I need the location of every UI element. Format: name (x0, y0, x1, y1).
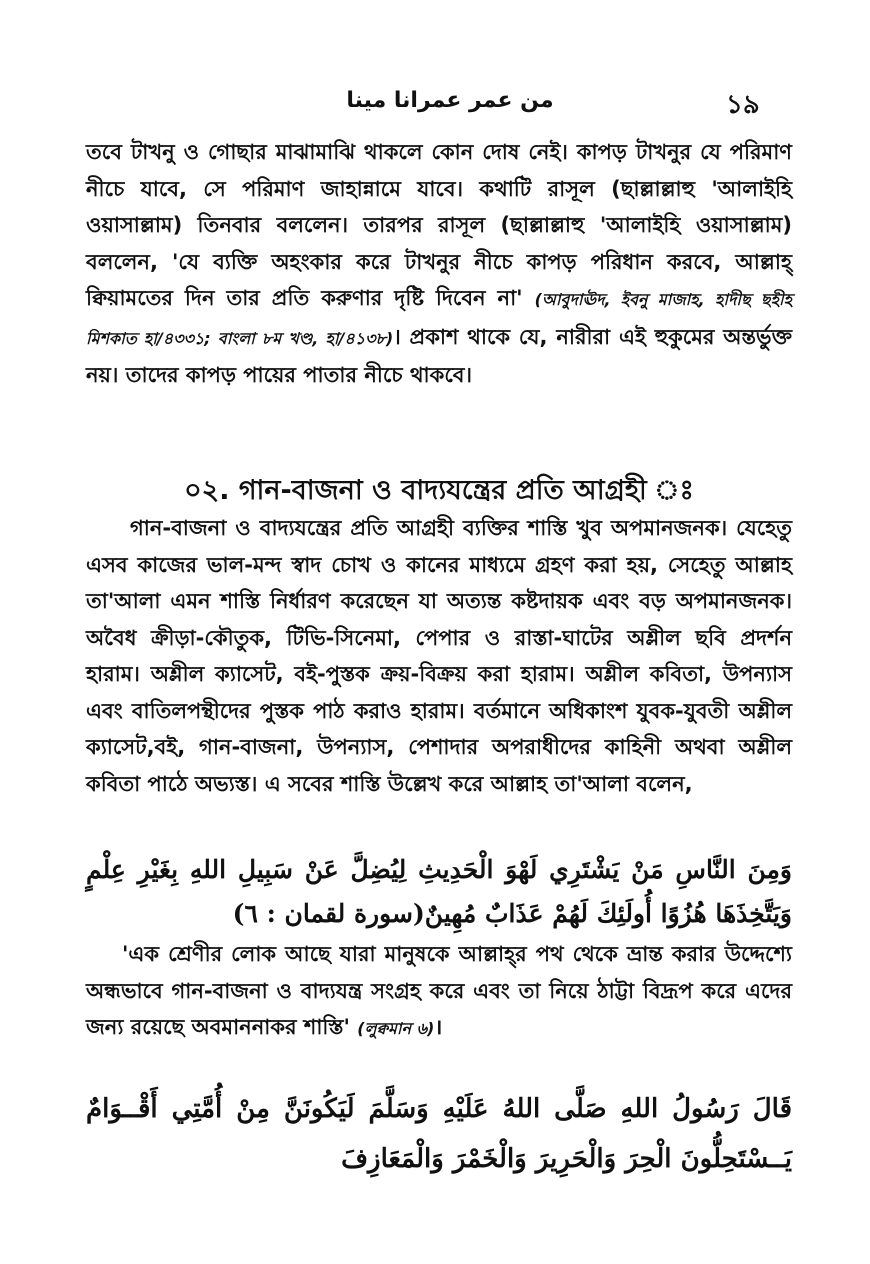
section-heading: ০২. গান-বাজনা ও বাদ্যযন্ত্রের প্রতি আগ্রহী ঃ (184, 475, 694, 506)
translation-text: 'এক শ্রেণীর লোক আছে যারা মানুষকে আল্লাহ্‌র পথ থেকে ভ্রান্ত করার উদ্দেশ্যে অন্ধভাবে গান-বাজনা ও বাদ্যযন্ত্র সংগ্রহ করে এবং তা নিয়ে ঠাট্টা বিদ্রূপ করে এদের জন্য রয়েছে অবমাননাকর শাস্তি' (86, 942, 792, 1039)
arabic-hadith: قَالَ رَسُولُ اللهِ صَلَّى اللهُ عَلَيْهِ وَسَلَّمَ لَيَكُونَنَّ مِنْ أُمَّتِي أَقْــوَامٌ يَــسْتَحِلُّونَ الْحِرَ وَالْحَرِيرَ وَالْخَمْرَ وَالْمَعَازِفَ (86, 1094, 792, 1174)
verse-citation: (লুক্বমান ৬) (357, 1019, 435, 1038)
hadith-citation: (আবুদাঊদ, ইবনু মাজাহ, হাদীছ ছহীহ মিশকাত হা/৪৩৩১; বাংলা ৮ম খণ্ড, হা/৪১৩৮) (86, 290, 792, 348)
paragraph-text-end: । প্রকাশ থাকে যে, নারীরা এই হুকুমের অন্তর্ভুক্ত নয়। তাদের কাপড় পায়ের পাতার নীচে থাকবে। (86, 324, 792, 387)
page-number: ১৯ (726, 90, 760, 120)
running-header: من عمر عمرانا مينا (346, 88, 554, 113)
verse-translation (86, 936, 792, 1048)
paragraph-text: তবে টাখনু ও গোছার মাঝামাঝি থাকলে কোন দোষ নেই। কাপড় টাখনুর যে পরিমাণ নীচে যাবে, সে পরিমাণ জাহান্নামে যাবে। কথাটি রাসূল (ছাল্লাল্লাহু 'আলাইহি ওয়াসাল্লাম) তিনবার বললেন। তারপর রাসূল (ছাল্লাল্লাহু 'আলাইহি ওয়াসাল্লাম) বললেন, 'যে ব্যক্তি অহংকার করে টাখনুর নীচে কাপড় পরিধান করবে, আল্লাহ্‌ ক্বিয়ামতের দিন তার প্রতি করুণার দৃষ্টি দিবেন না' (86, 140, 792, 310)
section-paragraph: গান-বাজনা ও বাদ্যযন্ত্রের প্রতি আগ্রহী ব্যক্তির শাস্তি খুব অপমানজনক। যেহেতু এসব কাজের ভাল-মন্দ স্বাদ চোখ ও কানের মাধ্যমে গ্রহণ করা হয়, সেহেতু আল্লাহ তা'আলা এমন শাস্তি নির্ধারণ করেছেন যা অত্যন্ত কষ্টদায়ক এবং বড় অপমানজনক। অবৈধ ক্রীড়া-কৌতুক, টিভি-সিনেমা, পেপার ও রাস্তা-ঘাটের অশ্লীল ছবি প্রদর্শন হারাম। অশ্লীল ক্যাসেট, বই-পুস্তক ক্রয়-বিক্রয় করা হারাম। অশ্লীল কবিতা, উপন্যাস এবং বাতিলপন্থীদের পুস্তক পাঠ করাও হারাম। বর্তমানে অধিকাংশ যুবক-যুবতী অশ্লীল ক্যাসেট,বই, গান-বাজনা, উপন্যাস, পেশাদার অপরাধীদের কাহিনী অথবা অশ্লীল কবিতা পাঠে অভ্যস্ত। এ সবের শাস্তি উল্লেখ করে আল্লাহ তা'আলা বলেন, (86, 516, 792, 796)
paragraph-continuation (86, 134, 792, 394)
translation-text-end: । (434, 1015, 443, 1039)
arabic-quran-verse: وَمِنَ النَّاسِ مَنْ يَشْتَرِي لَهْوَ الْحَدِيثِ لِيُضِلَّ عَنْ سَبِيلِ اللهِ بِغَيْرِ عِلْمٍ وَيَتَّخِذَهَا هُزُوًا أُولَئِكَ لَهُمْ عَذَابٌ مُهِينٌ(سورة لقمان : ٦) (86, 855, 792, 928)
